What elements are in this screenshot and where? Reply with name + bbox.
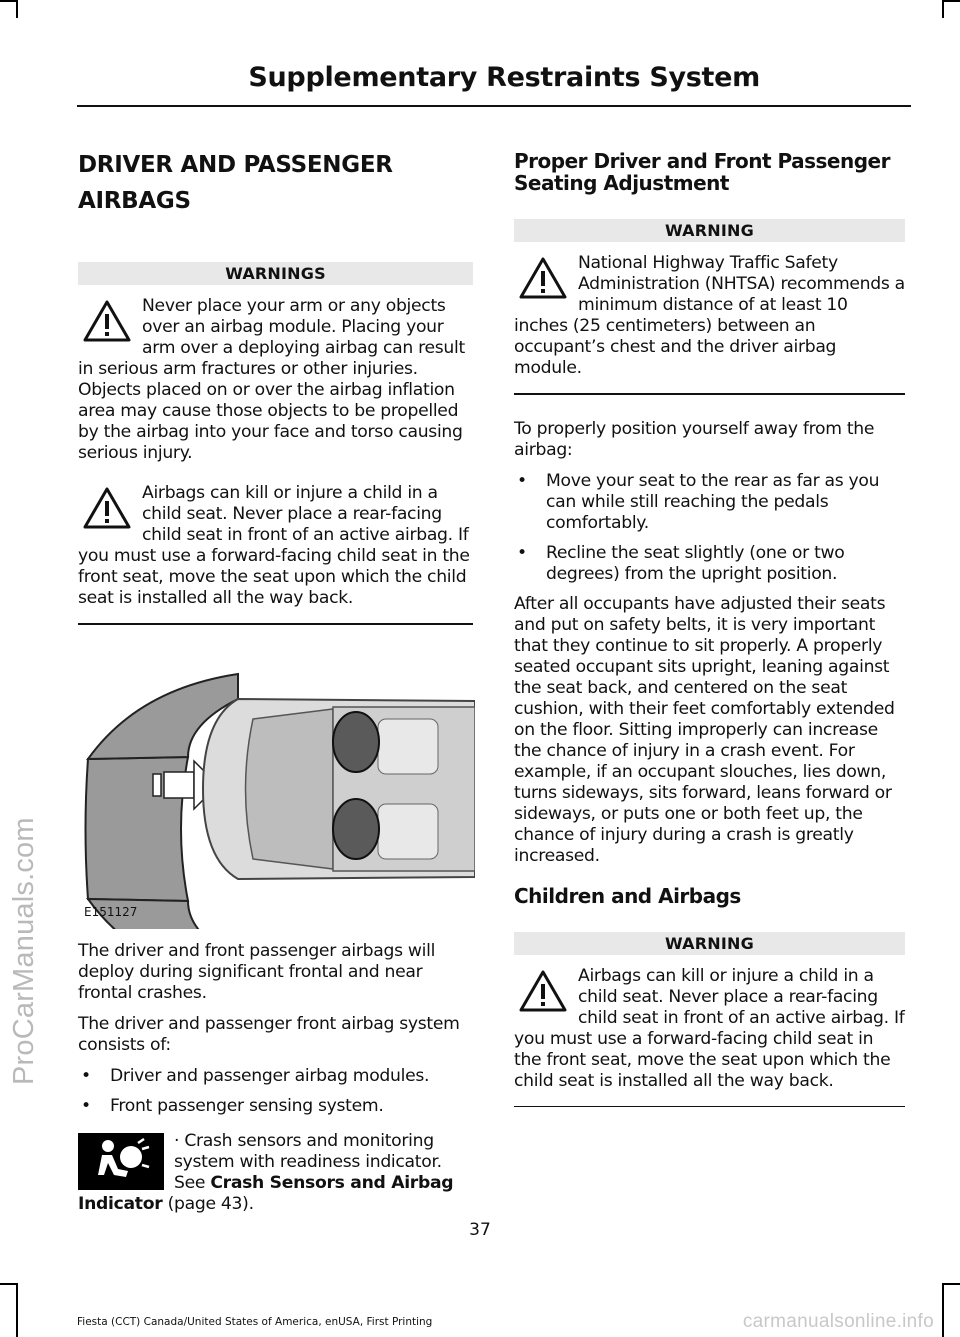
- crash-sensor-text: · Crash sensors and monitoring system with readiness indicator. See: [174, 1130, 442, 1193]
- crash-sensor-link[interactable]: Crash Sensors and Airbag Indicator: [78, 1172, 454, 1214]
- header-divider: [77, 105, 911, 107]
- car-top-view-illustration: [78, 639, 475, 929]
- paragraph: The driver and front passenger airbags will deploy during significant frontal and near frontal crashes.: [78, 940, 436, 1003]
- list-item: [78, 1096, 473, 1117]
- crop-mark: [942, 1283, 944, 1337]
- warning-block: [78, 296, 473, 464]
- paragraph: To properly position yourself away from the airbag:: [514, 418, 875, 460]
- paragraph: After all occupants have adjusted their seats and put on safety belts, it is very important that they continue to sit properly. A properly seated occupant sits upright, leaning against the seat back, and centered on the seat cushion, with their feet comfortably extended on the floor. Sitting improperly can increase the chance of injury in a crash event. For example, if an occupant slouches, lies down, turns sideways, sits forward, leans forward or sideways, or puts one or both feet up, the chance of injury during a crash is greatly increased.: [514, 593, 895, 866]
- list-item: [514, 543, 905, 585]
- crop-mark: [16, 1283, 18, 1337]
- warning-triangle-icon: [518, 969, 568, 1013]
- list-item: [78, 1066, 473, 1087]
- list-item-text: Move your seat to the rear as far as you can while still reaching the pedals comfortably.: [546, 470, 880, 533]
- list-item-text: Driver and passenger airbag modules.: [110, 1065, 430, 1086]
- list-item-text: Recline the seat slightly (one or two degrees) from the upright position.: [546, 542, 845, 584]
- airbag-warning-icon: [78, 1133, 164, 1190]
- warning-header: WARNING: [514, 932, 905, 955]
- section-heading: [78, 147, 473, 219]
- list-item: [514, 471, 905, 534]
- warning-block: [514, 253, 905, 379]
- page-header-title: Supplementary Restraints System: [248, 62, 760, 93]
- divider: [514, 1106, 905, 1108]
- warning-text: Airbags can kill or injure a child in a child seat. Never place a rear-facing child seat in front of an active airbag. If you must use a forward-facing child seat in the front seat, move the seat upon which the child seat is installed all the way back.: [78, 483, 470, 608]
- section-heading-line: DRIVER AND PASSENGER: [78, 152, 393, 178]
- side-watermark: ProCarManuals.com: [8, 817, 40, 1085]
- page-reference: (page 43).: [167, 1193, 254, 1214]
- bullet-mark: •: [517, 542, 527, 563]
- passenger-airbag: [333, 799, 379, 859]
- warning-header: WARNING: [514, 219, 905, 242]
- figure-id: E151127: [84, 904, 138, 919]
- warning-triangle-icon: [82, 486, 132, 530]
- crop-mark: [16, 0, 18, 18]
- warning-triangle-icon: [82, 299, 132, 343]
- crash-sensor-block: [78, 1131, 473, 1215]
- warning-text: Airbags can kill or injure a child in a child seat. Never place a rear-facing child seat in front of an active airbag. If you must use a forward-facing child seat in the front seat, move the seat upon which the child seat is installed all the way back.: [514, 965, 905, 1091]
- airbag-deployment-figure: [78, 639, 475, 929]
- bullet-mark: •: [81, 1065, 91, 1086]
- warning-triangle-icon: [518, 256, 568, 300]
- page-number: 37: [469, 1220, 491, 1240]
- paragraph: The driver and passenger front airbag system consists of:: [78, 1013, 460, 1055]
- bullet-list: [514, 471, 905, 585]
- warning-text: Never place your arm or any objects over an airbag module. Placing your arm over a deploying airbag can result in serious arm fractures or other injuries. Objects placed on or over the airbag inflation area may cause those objects to be propelled by the airbag into your face and torso causing serious injury.: [78, 296, 465, 463]
- crop-mark: [942, 0, 944, 18]
- section-heading: Proper Driver and Front Passenger Seating Adjustment: [514, 149, 890, 195]
- warning-block: [78, 483, 473, 609]
- driver-airbag: [333, 712, 379, 772]
- crop-mark: [942, 0, 960, 2]
- crop-mark: [942, 1283, 960, 1285]
- warning-block: [514, 966, 905, 1092]
- right-column: [514, 150, 905, 1107]
- section-heading-line: AIRBAGS: [78, 188, 191, 214]
- left-column: [78, 147, 473, 1215]
- bullet-mark: •: [517, 470, 527, 491]
- warnings-header: WARNINGS: [78, 262, 473, 285]
- section-heading: Children and Airbags: [514, 883, 741, 908]
- bullet-mark: •: [81, 1095, 91, 1116]
- footer-text: Fiesta (CCT) Canada/United States of America, enUSA, First Printing: [77, 1316, 433, 1328]
- bullet-list: [78, 1066, 473, 1117]
- bottom-watermark: carmanualsonline.info: [742, 1311, 934, 1332]
- warning-text: National Highway Traffic Safety Administration (NHTSA) recommends a minimum distance of at least 10 inches (25 centimeters) between an occupant’s chest and the driver airbag module.: [514, 253, 905, 378]
- list-item-text: Front passenger sensing system.: [110, 1095, 384, 1116]
- divider: [78, 623, 473, 625]
